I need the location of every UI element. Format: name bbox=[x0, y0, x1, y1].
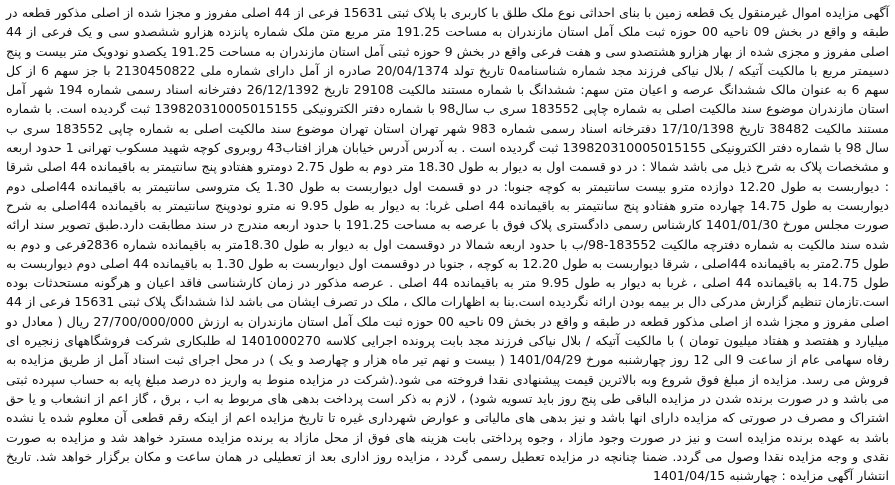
auction-notice-text: آگهی مزایده اموال غیرمنقول یک قطعه زمین با بنای احداثی نوع ملک طلق با کاربری با پلاک ثبتی 15631 فرعی از 44 اصلی مفروز و مجزا شده از اصلی مذکور قطعه در طبقه و واقع در بخش 09 ناحیه 00 حوزه ثبت ملک آمل استان مازندران به مساحت 191.25 متر مربع متن ملک شماره پانزده هزارو ششصدو سی و یک فرعی از 44 اصلی مفروز و مجزی شده از بهار هزارو هشتصدو سی و هفت فرعی واقع در بخش 9 حوزه ثبتی آمل استان مازندران به مساحت 191.25 یکصدو نودویک متر بیست و پنج دسیمتر مربع با مالکیت آتیکه / بلال نیاکی فرزند مجد شماره شناسنامه0 تاریخ تولد 20/04/1374 صادره از آمل دارای شماره ملی 2130450822 با جز سهم 6 از کل سهم 6 به عنوان مالک ششدانگ عرصه و اعیان متن سهم: ششدانگ با شماره مستند مالکیت 29108 تاریخ 26/12/1392 دفترخانه اسناد رسمی شماره 194 شهر آمل استان مازندران موضوع سند مالکیت اصلی به شماره چاپی 183552 سری ب سال98 با شماره دفتر الکترونیکی 139820310005015155 ثبت گردیده است. با شماره مستند مالکیت 38482 تاریخ 17/10/1398 دفترخانه اسناد رسمی شماره 983 شهر تهران استان تهران موضوع سند مالکیت اصلی به شماره چاپی 183552 سری ب سال 98 با شماره دفتر الکترونیکی 139820310005015155 ثبت گردیده است . به آدرس آدرس خیابان هراز افتاب43 روبروی کوچه شهید مسکوب تهرانی 1 حدود اربعه و مشخصات پلاک به شرح ذیل می باشد شمالا : در دو قسمت اول به دیوار به طول 18.30 متر دوم به طول 2.75 دومترو هفتادو پنج سانتیمتر به باقیمانده 44 اصلی شرقا : دیواربست به طول 12.20 دوازده مترو بیست سانتیمتر به کوچه جنوبا: در دو قسمت اول دیواربست به طول 1.30 یک متروسی سانتیمتر به باقیمانده 44اصلی دوم دیواربست به طول 14.75 چهارده مترو هفتادو پنج سانتیمتر به باقیمانده 44 اصلی غربا: به دیوار به طول 9.95 نه مترو نودوپنج سانتیمتر به باقیمانده 44اصلی به شرح صورت مجلس مورخ 1401/01/30 کارشناس رسمی دادگستری پلاک فوق با عرصه به مساحت 191.25 با حدود اربعه مندرج در سند مطابقت دارد.طبق تصویر سند ارائه شده سند مالکیت به شماره دفترچه مالکیت 183552-98/ب با حدود اربعه شمالا در دوقسمت اول به دیوار به طول 18.30متر به باقیمانده شماره 2836فرعی و دوم به طول 2.75متر به باقیمانده 44اصلی ، شرقا دیواربست به طول 12.20 به کوچه ، جنوبا در دوقسمت اول دیواربست به طول 1.30 به باقیمانده 44 اصلی دوم دیواربست به طول 14.75 به باقیمانده 44 اصلی ، غربا به دیوار به طول 9.95 متر به باقیمانده 44 اصلی . عرصه مذکور در زمان کارشناسی فاقد اعیان و هرگونه مستحدثات بوده است.تازمان تنظیم گزارش مدرکی دال بر بیمه بودن ارائه نگردیده است.بنا به اظهارات مالک ، ملک در تصرف ایشان می باشد لذا ششدانگ پلاک ثبتی 15631 فرعی از 44 اصلی مفروز و مجزا شده از اصلی مذکور قطعه در طبقه و واقع در بخش 09 ناحیه 00 حوزه ثبت ملک آمل استان مازندران به ارزش 27/700/000/000 ریال ( معادل دو میلیارد و هفتصد و هفتاد میلیون تومان ) با مالکیت آتیکه / بلال نیاکی فرزند مجد بابت پرونده اجرایی کلاسه 1401000270 له طلبکاری شرکت فروشگاههای زنجیره ای رفاه سهامی عام از ساعت 9 الی 12 روز چهارشنبه مورخ 1401/04/29 ( بیست و نهم تیر ماه هزار و چهارصد و یک ) در محل اجرای ثبت اسناد آمل از طریق مزایده به فروش می رسد. مزایده از مبلغ فوق شروع وبه بالاترین قیمت پیشنهادی نقدا فروخته می شود.(شرکت در مزایده منوط به واریز ده درصد مبلغ پایه به حساب سپرده ثبتی می باشد و در صورت برنده شدن در مزایده الباقی طی پنج روز باید تسویه شود) ، لازم به ذکر است پرداخت بدهی های مربوط به اب ، برق ، گاز اعم از انشعاب و یا حق اشتراک و مصرف در صورتی که مزایده دارای انها باشد و نیز بدهی های مالیاتی و عوارض شهرداری غیره تا تاریخ مزایده اعم از اینکه رقم قطعی آن معلوم شده یا نشده باشد به عهده برنده مزایده است و نیز در صورت وجود مازاد ، وجوه پرداختی بابت هزینه های فوق از محل مازاد به برنده مزایده مسترد خواهد شد و مزایده به صورت نقدی و وجه مزایده نقدا وصول می گردد. ضمنا چنانچه در مزایده تعطیل رسمی گردد ، مزایده روز اداری بعد از تعطیلی در همان ساعت و مکان برگزار خواهد شد. تاریخ انتشار آگهی مزایده : چهارشنبه 1401/04/15 bbox=[6, 5, 890, 484]
